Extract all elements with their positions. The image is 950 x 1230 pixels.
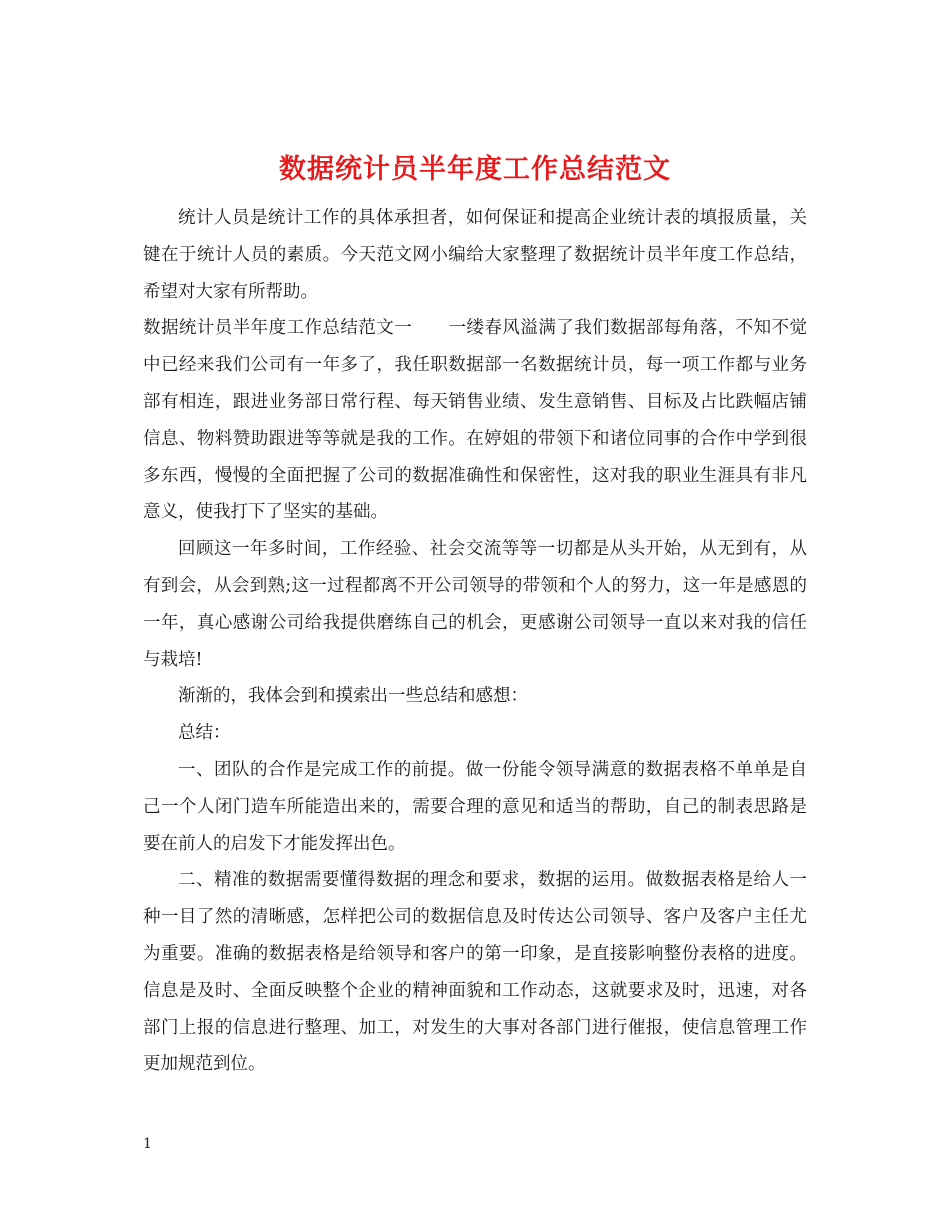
point-one-paragraph: 一、团队的合作是完成工作的前提。做一份能令领导满意的数据表格不单单是自己一个人闭门造车所能造出来的，需要合理的意见和适当的帮助，自己的制表思路是要在前人的启发下才能发挥出色。 [143, 759, 807, 854]
document-title: 数据统计员半年度工作总结范文 [279, 154, 671, 186]
section-first-text: 一缕春风溢满了我们数据部每角落，不知不觉中已经来我们公司有一年多了，我任职数据部一名数据统计员，每一项工作都与业务部有相连，跟进业务部日常行程、每天销售业绩、发生意销售、目标及占比跌幅店铺信息、物料赞助跟进等等就是我的工作。在婷姐的带领下和诸位同事的合作中学到很多东西，慢慢的全面把握了公司的数据准确性和保密性，这对我的职业生涯具有非凡意义，使我打下了坚实的基础。 [143, 318, 808, 523]
section-heading: 数据统计员半年度工作总结范文一 [143, 318, 413, 339]
feelings-paragraph: 渐渐的，我体会到和摸索出一些总结和感想： [178, 686, 528, 707]
point-two-paragraph: 二、精准的数据需要懂得数据的理念和要求，数据的运用。做数据表格是给人一种一目了然的清晰感，怎样把公司的数据信息及时传达公司领导、客户及客户主任尤为重要。准确的数据表格是给领导和客户的第一印象，是直接影响整份表格的进度。信息是及时、全面反映整个企业的精神面貌和工作动态，这就要求及时，迅速，对各部门上报的信息进行整理、加工，对发生的大事对各部门进行催报，使信息管理工作更加规范到位。 [143, 870, 807, 1075]
review-paragraph: 回顾这一年多时间，工作经验、社会交流等等一切都是从头开始，从无到有，从有到会，从会到熟;这一过程都离不开公司领导的带领和个人的努力，这一年是感恩的一年，真心感谢公司给我提供磨练自己的机会，更感谢公司领导一直以来对我的信任与栽培! [143, 539, 807, 670]
section-one-paragraph [143, 310, 807, 531]
summary-label: 总结： [178, 723, 231, 744]
intro-paragraph: 统计人员是统计工作的具体承担者，如何保证和提高企业统计表的填报质量，关键在于统计人员的素质。今天范文网小编给大家整理了数据统计员半年度工作总结，希望对大家有所帮助。 [143, 208, 807, 302]
document-body [143, 200, 807, 1083]
page-number: 1 [143, 1136, 152, 1152]
